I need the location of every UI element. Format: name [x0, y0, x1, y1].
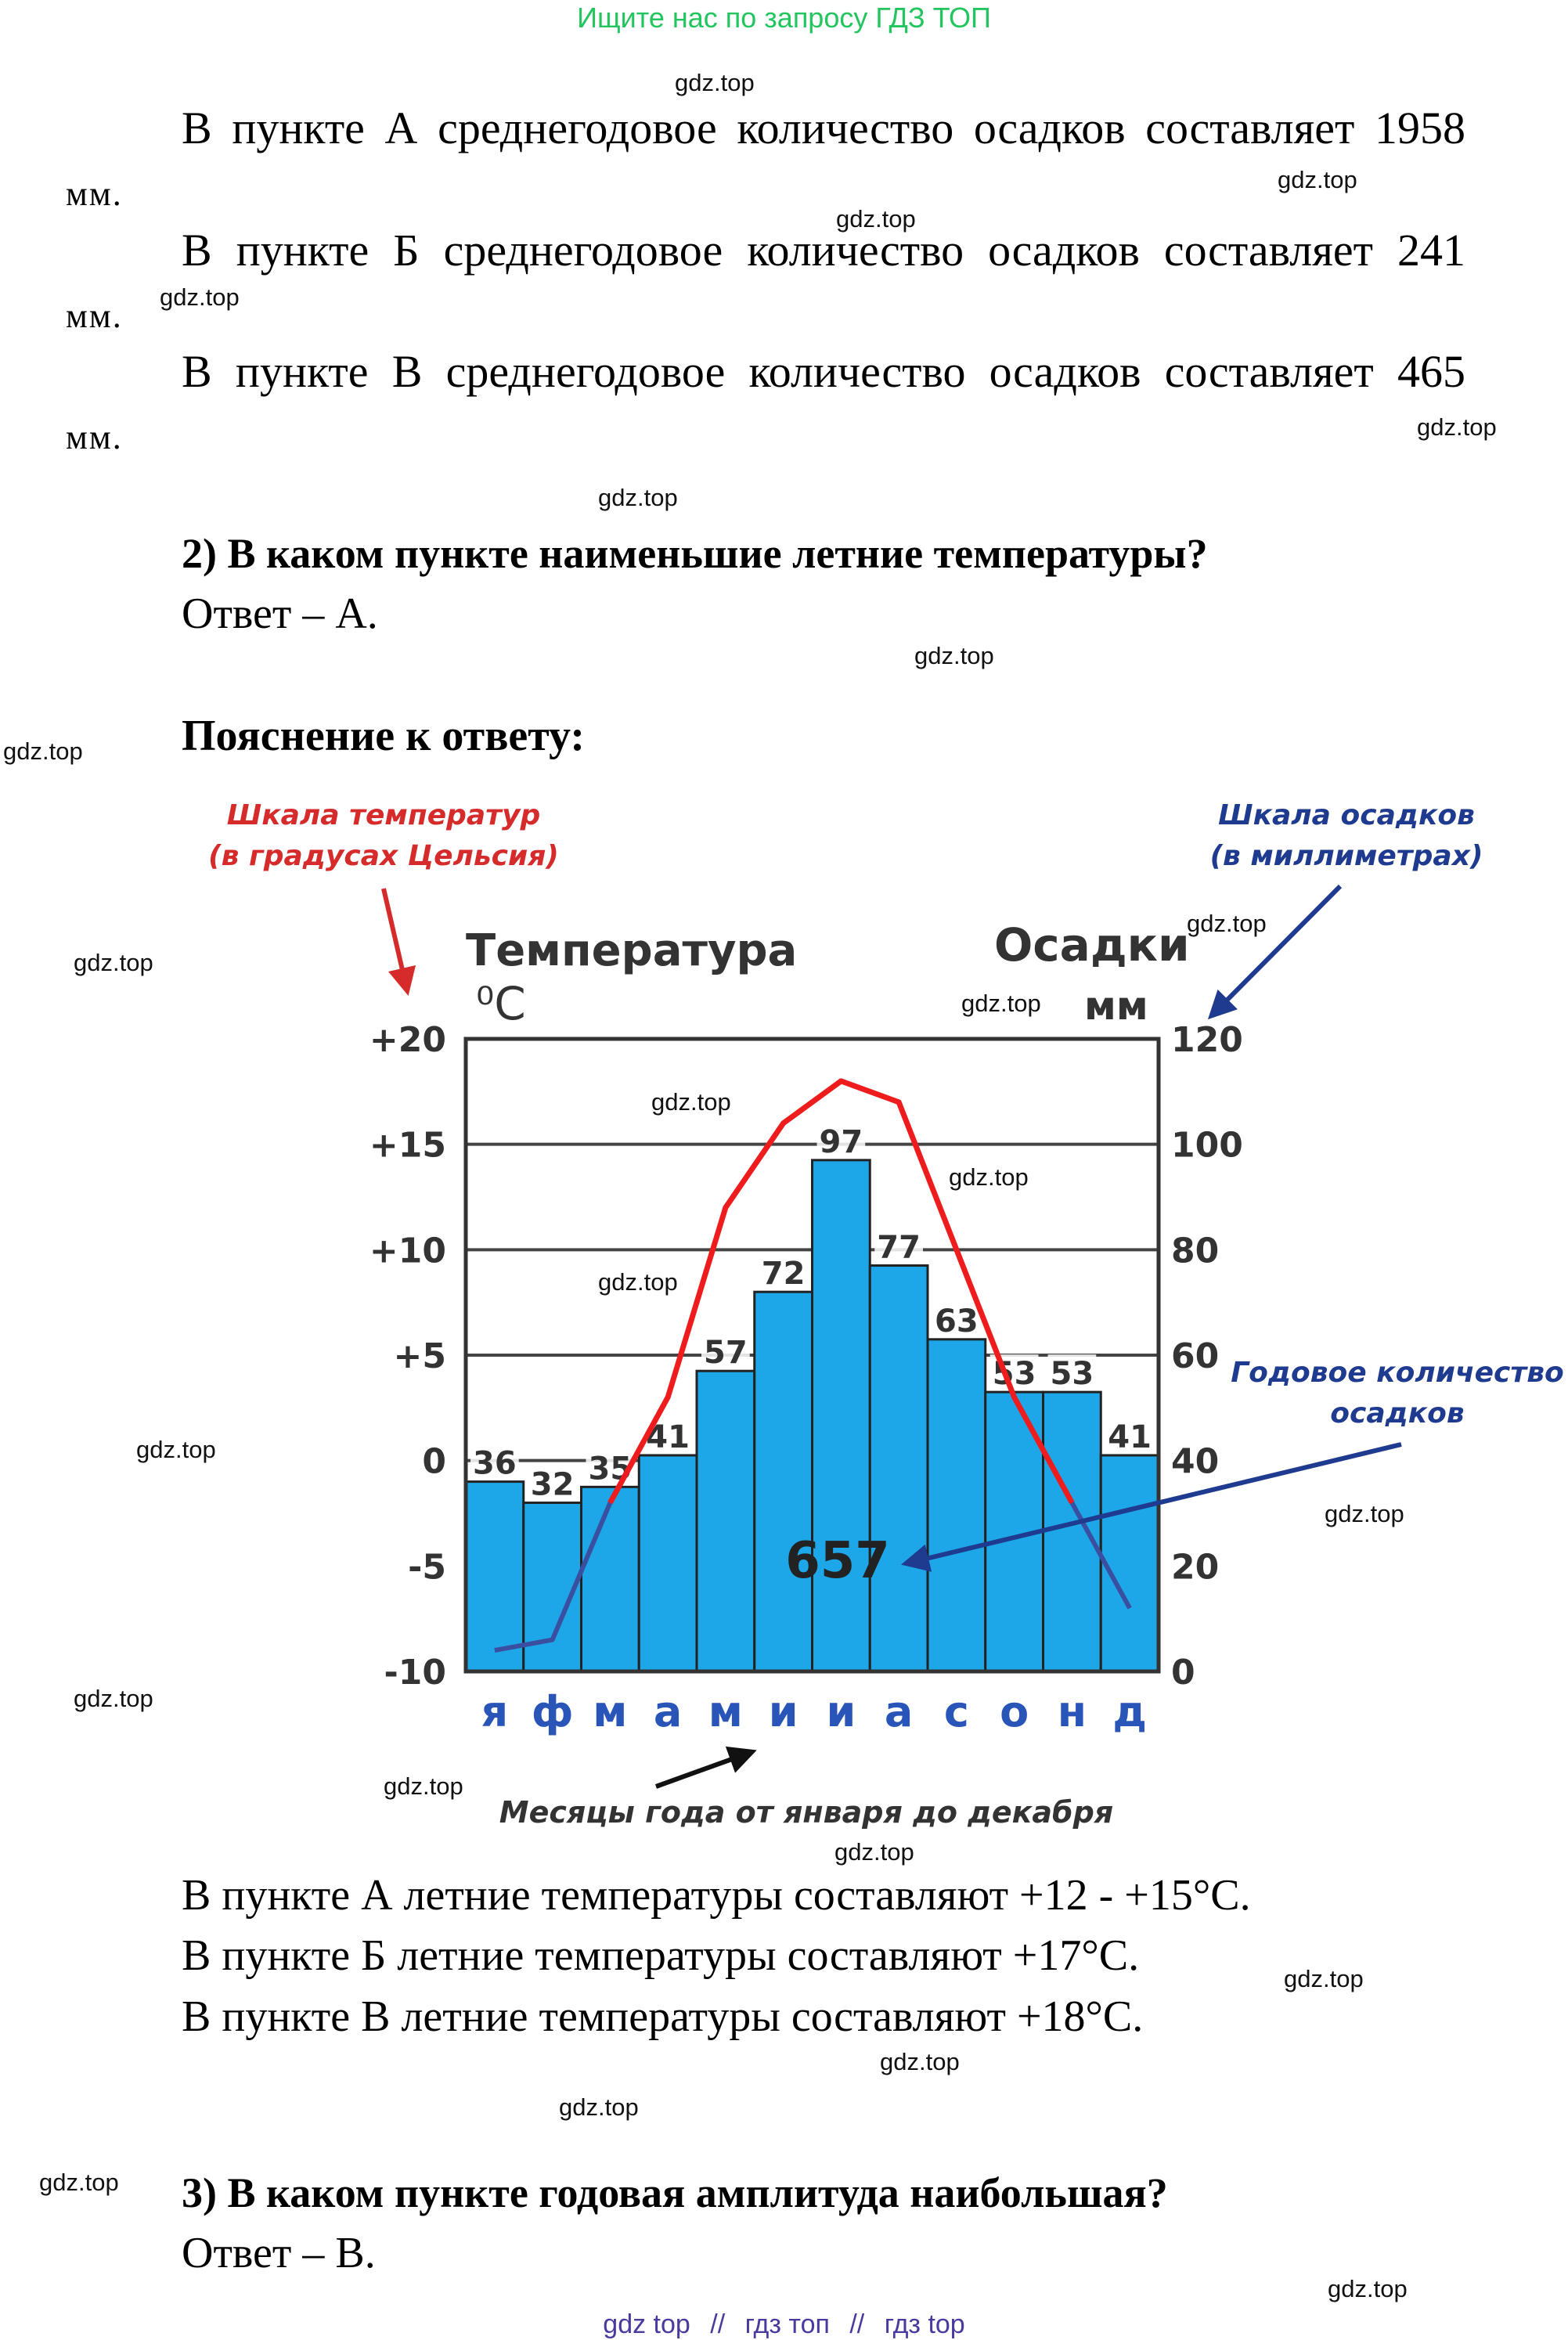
- annual-precip-total: 657: [785, 1532, 890, 1590]
- precip-unit-a: мм.: [66, 175, 123, 213]
- precip-bar: [870, 1266, 928, 1671]
- precip-bar: [928, 1339, 986, 1671]
- precip-value-label: 72: [761, 1256, 806, 1293]
- search-banner[interactable]: Ищите нас по запросу ГДЗ ТОП: [577, 2, 991, 34]
- precip-value-label: 41: [646, 1419, 690, 1455]
- watermark: gdz.top: [836, 205, 916, 233]
- right-tick-label: 40: [1171, 1441, 1220, 1482]
- watermark: gdz.top: [949, 1163, 1029, 1191]
- precip-scale-arrow: [1212, 886, 1340, 1015]
- precip-value-label: 63: [935, 1303, 979, 1339]
- month-label: с: [943, 1687, 969, 1736]
- left-tick-label: 0: [422, 1441, 446, 1482]
- month-label: а: [653, 1687, 683, 1736]
- precip-unit: мм: [1084, 983, 1148, 1029]
- annual-total-note-1: Годовое количество: [1231, 1357, 1564, 1389]
- footer-link[interactable]: gdz top: [603, 2309, 690, 2339]
- months-arrow: [656, 1752, 752, 1787]
- precip-bar: [697, 1371, 755, 1671]
- precip-value-label: 35: [588, 1451, 633, 1487]
- watermark: gdz.top: [160, 283, 240, 311]
- precip-value-label: 32: [530, 1466, 575, 1503]
- month-label: д: [1112, 1687, 1147, 1736]
- temp-scale-note-2: (в градусах Цельсия): [208, 840, 559, 872]
- precip-value-label: 53: [992, 1356, 1036, 1393]
- temp-scale-arrow: [384, 889, 407, 990]
- right-tick-label: 100: [1171, 1125, 1243, 1166]
- temp-scale-note-1: Шкала температур: [226, 799, 541, 831]
- explanation-title: Пояснение к ответу:: [182, 712, 585, 760]
- precip-bar: [813, 1160, 871, 1671]
- month-label: а: [884, 1687, 914, 1736]
- watermark: gdz.top: [39, 2169, 119, 2196]
- watermark: gdz.top: [1278, 166, 1357, 193]
- question-2: 2) В каком пункте наименьшие летние температуры?: [182, 530, 1208, 577]
- footer-separator: //: [710, 2309, 726, 2339]
- footer-separator: //: [849, 2309, 865, 2339]
- precip-title: Осадки: [994, 918, 1190, 972]
- watermark: gdz.top: [1284, 1965, 1364, 1992]
- answer-3: Ответ – В.: [182, 2229, 376, 2277]
- precip-bar: [466, 1482, 524, 1671]
- left-tick-label: -5: [408, 1547, 446, 1588]
- watermark: gdz.top: [1187, 910, 1267, 937]
- watermark: gdz.top: [651, 1088, 731, 1116]
- right-tick-label: 120: [1171, 1020, 1243, 1060]
- watermark: gdz.top: [74, 949, 153, 976]
- left-tick-label: -10: [384, 1653, 446, 1693]
- watermark: gdz.top: [834, 1838, 914, 1866]
- fact-a: В пункте А летние температуры составляют +12 - +15°С.: [182, 1871, 1251, 1920]
- watermark: gdz.top: [961, 990, 1041, 1017]
- precip-sentence-b: В пункте Б среднегодовое количество осадков составляет 241: [182, 225, 1465, 276]
- climate-chart: [188, 791, 1566, 1832]
- footer-link[interactable]: гдз топ: [744, 2309, 830, 2339]
- watermark: gdz.top: [74, 1685, 153, 1712]
- watermark: gdz.top: [914, 642, 994, 669]
- fact-b: В пункте Б летние температуры составляют +17°С.: [182, 1931, 1140, 1980]
- watermark: gdz.top: [559, 2093, 639, 2121]
- precip-value-label: 57: [704, 1335, 748, 1372]
- precip-scale-note-1: Шкала осадков: [1218, 799, 1475, 831]
- annual-total-note-2: осадков: [1330, 1397, 1465, 1430]
- watermark: gdz.top: [1417, 413, 1497, 441]
- watermark: gdz.top: [675, 69, 755, 96]
- footer-links: [0, 2309, 1568, 2340]
- right-tick-label: 20: [1171, 1547, 1220, 1588]
- watermark: gdz.top: [598, 484, 678, 511]
- left-tick-label: +15: [369, 1125, 446, 1166]
- month-label: н: [1057, 1687, 1087, 1736]
- right-tick-label: 0: [1171, 1653, 1195, 1693]
- watermark: gdz.top: [1325, 1500, 1404, 1527]
- month-label: о: [1000, 1687, 1029, 1736]
- precip-scale-note-2: (в миллиметрах): [1209, 840, 1483, 872]
- month-label: я: [481, 1687, 509, 1736]
- precip-bar: [1101, 1455, 1159, 1671]
- precip-value-label: 97: [819, 1123, 863, 1160]
- month-label: и: [768, 1687, 798, 1736]
- watermark: gdz.top: [3, 737, 83, 765]
- month-label: ф: [531, 1687, 574, 1736]
- month-label: м: [708, 1687, 743, 1736]
- watermark: gdz.top: [880, 2048, 960, 2075]
- precip-bar: [755, 1292, 813, 1671]
- right-tick-label: 60: [1171, 1336, 1220, 1376]
- precip-sentence-a: В пункте А среднегодовое количество осадков составляет 1958: [182, 103, 1465, 153]
- watermark: gdz.top: [136, 1436, 216, 1463]
- precip-value-label: 53: [1050, 1356, 1094, 1393]
- watermark: gdz.top: [384, 1772, 463, 1800]
- month-label: и: [826, 1687, 856, 1736]
- footer-link[interactable]: гдз top: [884, 2309, 965, 2339]
- precip-unit-b: мм.: [66, 297, 123, 335]
- watermark: gdz.top: [1328, 2275, 1408, 2302]
- temperature-title: Температура: [466, 925, 798, 976]
- precip-bar: [1044, 1392, 1101, 1671]
- precip-value-label: 36: [473, 1445, 517, 1482]
- left-tick-label: +5: [393, 1336, 446, 1376]
- right-tick-label: 80: [1171, 1231, 1220, 1271]
- month-labels: [481, 1687, 1147, 1736]
- precip-bar: [639, 1455, 697, 1671]
- months-note: Месяцы года от января до декабря: [499, 1795, 1114, 1830]
- left-tick-label: +20: [369, 1020, 446, 1060]
- left-axis-ticks: [369, 1020, 446, 1693]
- month-label: м: [593, 1687, 628, 1736]
- precip-unit-c: мм.: [66, 418, 123, 456]
- precip-sentence-c: В пункте В среднегодовое количество осадков составляет 465: [182, 346, 1465, 397]
- left-tick-label: +10: [369, 1231, 446, 1271]
- answer-2: Ответ – А.: [182, 590, 378, 638]
- watermark: gdz.top: [598, 1268, 678, 1296]
- precip-value-label: 41: [1108, 1419, 1152, 1455]
- precip-value-label: 77: [877, 1229, 921, 1266]
- temperature-unit: ⁰С: [476, 977, 526, 1030]
- question-3: 3) В каком пункте годовая амплитуда наибольшая?: [182, 2169, 1168, 2216]
- fact-c: В пункте В летние температуры составляют +18°С.: [182, 1992, 1144, 2041]
- precip-bar: [582, 1487, 640, 1671]
